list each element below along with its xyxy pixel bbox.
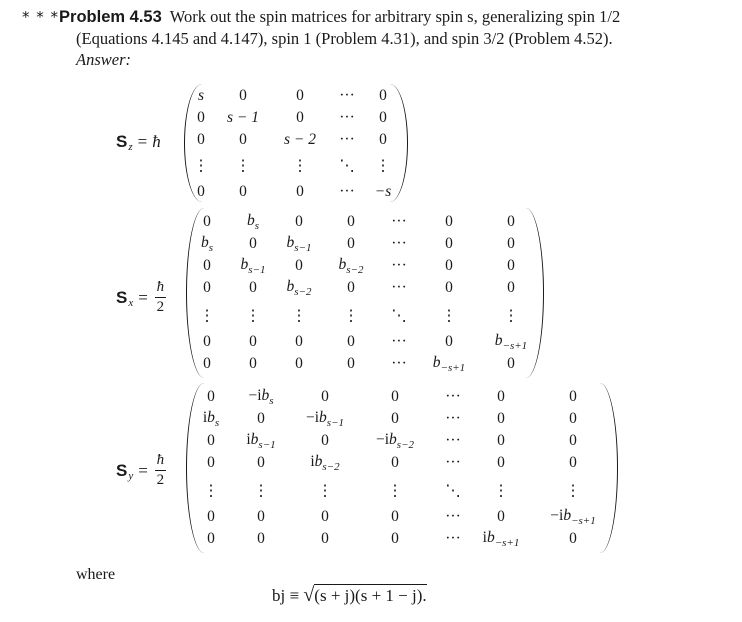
sx-cell-r2-c6: 0	[507, 257, 515, 274]
sx-cell-r3-c1: 0	[249, 279, 257, 296]
sz-cell-r1-c4: 0	[379, 109, 387, 126]
sy-cell-r0-c2: 0	[321, 388, 329, 405]
sy-cell-r2-c6: 0	[569, 432, 577, 449]
sx-cell-r2-c3: $b_{s-2}$	[338, 255, 364, 277]
problem-text-line-2: (Equations 4.145 and 4.147), spin 1 (Problem 4.31), and spin 3/2 (Problem 4.52).	[76, 29, 613, 48]
sy-cell-r3-c1: 0	[257, 454, 265, 471]
sy-cell-r4-c0: ⋮	[203, 482, 219, 500]
sx-cell-r5-c0: 0	[203, 333, 211, 350]
sx-cell-r4-c0: ⋮	[199, 307, 215, 325]
sz-cell-r4-c1: 0	[239, 183, 247, 200]
sx-cell-r3-c2: $b_{s-2}$	[286, 277, 312, 299]
sx-cell-r4-c1: ⋮	[245, 307, 261, 325]
sx-cell-r2-c2: 0	[295, 257, 303, 274]
sx-cell-r2-c4: ···	[391, 257, 407, 274]
sz-cell-r1-c3: ···	[339, 109, 355, 126]
sy-cell-r0-c3: 0	[391, 388, 399, 405]
sy-cell-r5-c2: 0	[321, 508, 329, 525]
sy-cell-r6-c0: 0	[207, 530, 215, 547]
sx-cell-r0-c3: 0	[347, 213, 355, 230]
sy-matrix	[186, 383, 618, 553]
formula-lhs: bj ≡	[272, 586, 300, 605]
sx-lhs: S x = $\frac{ħ}{2}$	[116, 279, 165, 315]
sy-cell-r5-c4: ···	[445, 508, 461, 525]
sy-cell-r3-c2: $ib_{s-2}$	[310, 452, 340, 474]
sy-cell-r5-c1: 0	[257, 508, 265, 525]
sz-subscript: z	[128, 141, 133, 153]
sx-cell-r1-c2: $b_{s-1}$	[286, 233, 312, 255]
sx-cell-r6-c5: $b_{-s+1}$	[432, 353, 466, 375]
sx-cell-r2-c0: 0	[203, 257, 211, 274]
sx-cell-r4-c5: ⋮	[441, 307, 457, 325]
sx-cell-r2-c1: $b_{s-1}$	[240, 255, 266, 277]
difficulty-stars: * * *	[22, 8, 60, 26]
sx-cell-r3-c4: ···	[391, 279, 407, 296]
sy-cell-r1-c2: $-ib_{s-1}$	[305, 408, 345, 430]
sx-cell-r2-c5: 0	[445, 257, 453, 274]
sx-cell-r5-c5: 0	[445, 333, 453, 350]
sy-subscript: y	[128, 469, 134, 482]
sy-cell-r0-c4: ···	[445, 388, 461, 405]
sz-lhs: S z = ħ	[116, 132, 161, 153]
sz-cell-r2-c2: s − 2	[284, 131, 316, 148]
sy-cell-r2-c1: $ib_{s-1}$	[246, 430, 276, 452]
sx-cell-r6-c2: 0	[295, 355, 303, 372]
sz-matrix	[184, 84, 408, 202]
sy-cell-r0-c0: 0	[207, 388, 215, 405]
sx-cell-r4-c3: ⋮	[343, 307, 359, 325]
sx-cell-r1-c0: $b_s$	[200, 233, 214, 255]
sz-cell-r3-c1: ⋮	[235, 157, 251, 175]
sy-frac-den: 2	[156, 472, 165, 488]
sy-cell-r1-c1: 0	[257, 410, 265, 427]
sz-cell-r3-c3: ⋱	[339, 157, 355, 175]
sz-cell-r3-c0: ⋮	[193, 157, 209, 175]
sx-cell-r5-c6: $b_{-s+1}$	[494, 331, 528, 353]
sy-cell-r5-c3: 0	[391, 508, 399, 525]
sz-cell-r1-c2: 0	[296, 109, 304, 126]
sy-lhs: S y = $\frac{ħ}{2}$	[116, 452, 165, 488]
sy-cell-r1-c4: ···	[445, 410, 461, 427]
problem-number: Problem 4.53	[59, 8, 162, 26]
sx-cell-r1-c4: ···	[391, 235, 407, 252]
sx-cell-r6-c3: 0	[347, 355, 355, 372]
sz-cell-r4-c0: 0	[197, 183, 205, 200]
sy-cell-r6-c6: 0	[569, 530, 577, 547]
sx-matrix	[186, 208, 544, 378]
sy-cell-r1-c6: 0	[569, 410, 577, 427]
problem-text-line-1: Work out the spin matrices for arbitrary spin s, generalizing spin 1/2	[169, 7, 621, 26]
sx-cell-r4-c6: ⋮	[503, 307, 519, 325]
problem-statement	[22, 6, 722, 49]
sy-cell-r3-c4: ···	[445, 454, 461, 471]
sz-cell-r0-c3: ···	[339, 87, 355, 104]
sz-cell-r0-c4: 0	[379, 87, 387, 104]
sy-cell-r2-c4: ···	[445, 432, 461, 449]
sx-frac-den: 2	[156, 299, 165, 315]
sz-cell-r4-c4: −s	[374, 183, 392, 200]
sx-cell-r1-c5: 0	[445, 235, 453, 252]
sx-cell-r6-c6: 0	[507, 355, 515, 372]
sz-cell-r0-c2: 0	[296, 87, 304, 104]
sz-cell-r0-c1: 0	[239, 87, 247, 104]
sy-cell-r5-c5: 0	[497, 508, 505, 525]
sz-cell-r3-c2: ⋮	[292, 157, 308, 175]
sy-frac-num: ħ	[156, 452, 165, 468]
sy-cell-r2-c5: 0	[497, 432, 505, 449]
sy-cell-r6-c5: $ib_{-s+1}$	[482, 528, 520, 550]
sy-cell-r1-c5: 0	[497, 410, 505, 427]
sy-cell-r3-c6: 0	[569, 454, 577, 471]
sy-cell-r5-c0: 0	[207, 508, 215, 525]
sz-symbol: S	[116, 132, 128, 151]
sy-cell-r4-c3: ⋮	[387, 482, 403, 500]
sy-cell-r6-c1: 0	[257, 530, 265, 547]
sx-cell-r6-c4: ···	[391, 355, 407, 372]
sx-cell-r1-c3: 0	[347, 235, 355, 252]
sx-cell-r4-c2: ⋮	[291, 307, 307, 325]
sz-cell-r1-c0: 0	[197, 109, 205, 126]
sy-cell-r3-c3: 0	[391, 454, 399, 471]
sz-cell-r4-c3: ···	[339, 183, 355, 200]
sx-subscript: x	[128, 296, 134, 309]
sz-prefix: ħ	[152, 132, 161, 151]
sy-cell-r0-c6: 0	[569, 388, 577, 405]
sz-cell-r0-c0: s	[197, 87, 205, 104]
sx-cell-r5-c3: 0	[347, 333, 355, 350]
sx-cell-r5-c1: 0	[249, 333, 257, 350]
sx-cell-r3-c5: 0	[445, 279, 453, 296]
sx-cell-r4-c4: ⋱	[391, 307, 407, 325]
sy-cell-r4-c5: ⋮	[493, 482, 509, 500]
bj-formula: bj ≡ √(s + j)(s + 1 − j).	[272, 584, 427, 606]
sx-cell-r0-c5: 0	[445, 213, 453, 230]
sy-symbol: S	[116, 460, 128, 480]
answer-label: Answer:	[76, 50, 131, 69]
sx-frac-num: ħ	[156, 279, 165, 295]
sy-cell-r6-c2: 0	[321, 530, 329, 547]
sx-cell-r1-c1: 0	[249, 235, 257, 252]
sx-cell-r1-c6: 0	[507, 235, 515, 252]
sz-cell-r2-c3: ···	[339, 131, 355, 148]
sy-cell-r0-c5: 0	[497, 388, 505, 405]
sy-cell-r4-c1: ⋮	[253, 482, 269, 500]
sx-cell-r3-c6: 0	[507, 279, 515, 296]
sy-cell-r3-c0: 0	[207, 454, 215, 471]
sx-cell-r0-c1: $b_s$	[246, 211, 260, 233]
sx-cell-r5-c4: ···	[391, 333, 407, 350]
sx-cell-r6-c1: 0	[249, 355, 257, 372]
sx-symbol: S	[116, 287, 128, 307]
sz-cell-r3-c4: ⋮	[375, 157, 391, 175]
sx-cell-r3-c0: 0	[203, 279, 211, 296]
sy-cell-r4-c4: ⋱	[445, 482, 461, 500]
sz-cell-r2-c0: 0	[197, 131, 205, 148]
sz-cell-r2-c1: 0	[239, 131, 247, 148]
sy-cell-r6-c4: ···	[445, 530, 461, 547]
sx-cell-r0-c6: 0	[507, 213, 515, 230]
sz-cell-r1-c1: s − 1	[227, 109, 259, 126]
sx-cell-r0-c2: 0	[295, 213, 303, 230]
sy-cell-r3-c5: 0	[497, 454, 505, 471]
sz-cell-r4-c2: 0	[296, 183, 304, 200]
sy-cell-r1-c3: 0	[391, 410, 399, 427]
sy-cell-r6-c3: 0	[391, 530, 399, 547]
sy-cell-r4-c6: ⋮	[565, 482, 581, 500]
sy-cell-r2-c0: 0	[207, 432, 215, 449]
sx-cell-r5-c2: 0	[295, 333, 303, 350]
sy-cell-r1-c0: $ib_s$	[202, 408, 220, 430]
formula-radicand: (s + j)(s + 1 − j).	[314, 586, 427, 605]
sy-cell-r2-c3: $-ib_{s-2}$	[375, 430, 415, 452]
sy-cell-r4-c2: ⋮	[317, 482, 333, 500]
sz-cell-r2-c4: 0	[379, 131, 387, 148]
sx-cell-r3-c3: 0	[347, 279, 355, 296]
sy-cell-r5-c6: $-ib_{-s+1}$	[550, 506, 596, 528]
sx-cell-r0-c4: ···	[391, 213, 407, 230]
sy-cell-r2-c2: 0	[321, 432, 329, 449]
where-label: where	[76, 566, 116, 583]
sx-cell-r6-c0: 0	[203, 355, 211, 372]
sy-cell-r0-c1: $-ib_s$	[248, 386, 274, 408]
sx-cell-r0-c0: 0	[203, 213, 211, 230]
